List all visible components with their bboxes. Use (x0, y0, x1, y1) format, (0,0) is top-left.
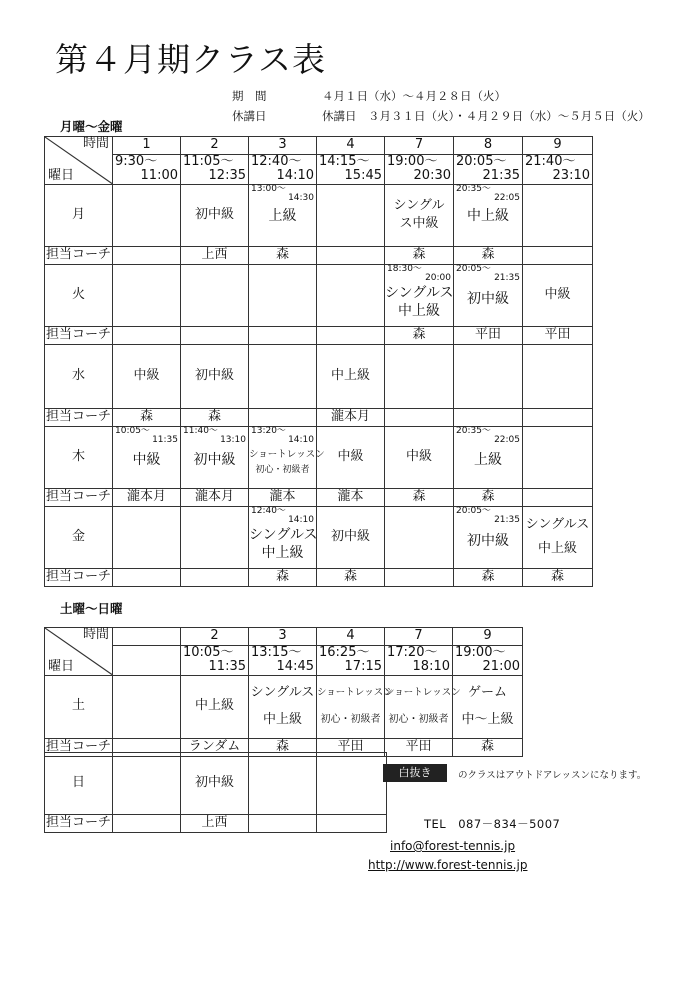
period-header: 1 (113, 137, 181, 155)
class-cell (181, 506, 249, 568)
weekend-schedule-table (44, 627, 523, 757)
class-cell: 20:35～ 22:05 上級 (454, 426, 523, 488)
header-time: 時間 (82, 627, 109, 642)
period-header: 2 (181, 628, 249, 646)
class-cell: 13:00～ 14:30 上級 (249, 184, 317, 246)
coach-cell (181, 326, 249, 344)
class-cell (523, 344, 593, 408)
time-range: 17:20～ 18:10 (385, 646, 453, 676)
coach-cell (181, 568, 249, 586)
class-cell (454, 344, 523, 408)
class-cell: 20:05～ 21:35 初中級 (454, 506, 523, 568)
coach-cell: 瀧本 (249, 488, 317, 506)
weekday-schedule-table (44, 136, 593, 587)
class-cell (523, 184, 593, 246)
class-cell (113, 753, 181, 815)
period-header: 9 (453, 628, 523, 646)
period-label: 期 間 (232, 89, 267, 103)
class-cell: 中上級 (181, 675, 249, 738)
class-cell (317, 264, 385, 326)
coach-cell: 森 (385, 246, 454, 264)
class-cell (181, 264, 249, 326)
time-range: 12:40～ 14:10 (249, 155, 317, 185)
header-day: 曜日 (48, 168, 75, 184)
time-range: 20:35～ 22:05 (456, 183, 520, 203)
period-header: 3 (249, 628, 317, 646)
coach-cell (385, 568, 454, 586)
time-range: 13:15～ 14:45 (249, 646, 317, 676)
class-cell (317, 184, 385, 246)
coach-label: 担当コーチ (45, 815, 113, 833)
class-cell: シングルス 中上級 (523, 506, 593, 568)
table-header-corner (45, 628, 113, 676)
class-cell: 初中級 (317, 506, 385, 568)
time-range: 18:30～ 20:00 (387, 263, 451, 283)
class-cell: 中級 (317, 426, 385, 488)
coach-cell (317, 815, 387, 833)
time-range: 20:05～ 21:35 (456, 263, 520, 283)
coach-cell: 森 (453, 738, 523, 756)
period-header (113, 628, 181, 646)
time-range: 10:05～ 11:35 (181, 646, 249, 676)
class-cell (317, 753, 387, 815)
time-range: 19:00～ 20:30 (385, 155, 454, 185)
header-time: 時間 (82, 136, 109, 151)
class-cell: シングル ス中級 (385, 184, 454, 246)
class-cell (385, 506, 454, 568)
class-cell: 11:40～ 13:10 初中級 (181, 426, 249, 488)
class-cell: 20:35～ 22:05 中上級 (454, 184, 523, 246)
time-range: 14:15～ 15:45 (317, 155, 385, 185)
class-cell: ゲーム 中～上級 (453, 675, 523, 738)
period-header: 2 (181, 137, 249, 155)
coach-cell (249, 815, 317, 833)
class-cell: 初中級 (181, 344, 249, 408)
time-range: 9:30～ 11:00 (113, 155, 181, 185)
time-range: 13:20～ 14:10 (251, 425, 314, 445)
class-cell: 13:20～ 14:10 ショートレッスン 初心・初級者 (249, 426, 317, 488)
coach-cell: 瀧本月 (181, 488, 249, 506)
phone-number: TEL 087－834－5007 (424, 817, 561, 831)
coach-cell (454, 408, 523, 426)
day-label-sunday: 日 (45, 753, 113, 815)
period-value: ４月１日（水）～４月２８日（火） (322, 89, 506, 103)
coach-label: 担当コーチ (45, 408, 113, 426)
legend-badge: 白抜き (383, 764, 447, 782)
email-link[interactable]: info@forest-tennis.jp (390, 839, 516, 853)
coach-cell: 平田 (385, 738, 453, 756)
coach-cell (523, 408, 593, 426)
coach-cell (113, 326, 181, 344)
class-cell: ショートレッスン 初心・初級者 (385, 675, 453, 738)
day-label-wednesday: 水 (45, 344, 113, 408)
page-title: 第４月期クラス表 (55, 40, 327, 79)
coach-cell: 瀧本 (317, 488, 385, 506)
coach-cell: 森 (113, 408, 181, 426)
website-link[interactable]: http://www.forest-tennis.jp (368, 858, 528, 872)
time-range: 20:35～ 22:05 (456, 425, 520, 445)
coach-label: 担当コーチ (45, 568, 113, 586)
period-header: 4 (317, 628, 385, 646)
class-cell: 中級 (523, 264, 593, 326)
coach-label: 担当コーチ (45, 488, 113, 506)
coach-cell: 森 (249, 568, 317, 586)
period-header: 4 (317, 137, 385, 155)
class-cell (249, 344, 317, 408)
coach-label: 担当コーチ (45, 738, 113, 756)
time-range: 20:05～ 21:35 (454, 155, 523, 185)
time-range: 12:40～ 14:10 (251, 505, 314, 525)
weekday-section-title: 月曜～金曜 (60, 119, 123, 134)
coach-cell: 森 (385, 326, 454, 344)
class-cell (113, 184, 181, 246)
coach-cell (523, 246, 593, 264)
time-range (113, 646, 181, 676)
coach-label: 担当コーチ (45, 326, 113, 344)
coach-cell (113, 246, 181, 264)
sunday-schedule-table (44, 752, 387, 833)
coach-cell (113, 568, 181, 586)
class-cell: 10:05～ 11:35 中級 (113, 426, 181, 488)
class-cell (113, 264, 181, 326)
legend-note: のクラスはアウトドアレッスンになります。 (458, 770, 647, 781)
period-header: 8 (454, 137, 523, 155)
class-cell (385, 344, 454, 408)
time-range: 21:40～ 23:10 (523, 155, 593, 185)
day-label-monday: 月 (45, 184, 113, 246)
coach-cell (317, 326, 385, 344)
coach-cell: 平田 (454, 326, 523, 344)
coach-cell (317, 246, 385, 264)
class-cell (523, 426, 593, 488)
coach-cell: ランダム (181, 738, 249, 756)
class-cell (113, 675, 181, 738)
day-label-saturday: 土 (45, 675, 113, 738)
coach-cell: 森 (249, 246, 317, 264)
class-cell: 18:30～ 20:00 シングルス 中上級 (385, 264, 454, 326)
time-range: 19:00～ 21:00 (453, 646, 523, 676)
class-cell: 12:40～ 14:10 シングルス 中上級 (249, 506, 317, 568)
coach-cell: 平田 (317, 738, 385, 756)
time-range: 13:00～ 14:30 (251, 183, 314, 203)
time-range: 11:05～ 12:35 (181, 155, 249, 185)
table-header-corner (45, 137, 113, 185)
period-header: 9 (523, 137, 593, 155)
coach-cell: 森 (317, 568, 385, 586)
coach-cell: 瀧本月 (317, 408, 385, 426)
coach-cell: 瀧本月 (113, 488, 181, 506)
coach-cell (385, 408, 454, 426)
period-header: 7 (385, 628, 453, 646)
coach-cell: 森 (454, 488, 523, 506)
coach-cell (249, 408, 317, 426)
weekend-section-title: 土曜～日曜 (60, 601, 123, 616)
coach-cell (523, 488, 593, 506)
time-range: 16:25～ 17:15 (317, 646, 385, 676)
class-cell: 中級 (385, 426, 454, 488)
coach-cell: 森 (249, 738, 317, 756)
coach-cell: 森 (181, 408, 249, 426)
class-cell (249, 264, 317, 326)
closure-label: 休講日 (232, 109, 267, 123)
closure-value: 休講日 ３月３１日（火）・４月２９日（水）～５月５日（火） (322, 109, 650, 123)
day-label-thursday: 木 (45, 426, 113, 488)
coach-cell: 上西 (181, 815, 249, 833)
class-cell: ショートレッスン 初心・初級者 (317, 675, 385, 738)
day-label-friday: 金 (45, 506, 113, 568)
time-range: 10:05～ 11:35 (115, 425, 178, 445)
class-cell: シングルス 中上級 (249, 675, 317, 738)
period-header: 7 (385, 137, 454, 155)
period-header: 3 (249, 137, 317, 155)
coach-cell: 森 (523, 568, 593, 586)
coach-cell: 森 (454, 568, 523, 586)
class-cell (113, 506, 181, 568)
coach-cell (113, 815, 181, 833)
class-cell: 20:05～ 21:35 初中級 (454, 264, 523, 326)
coach-label: 担当コーチ (45, 246, 113, 264)
class-cell: 初中級 (181, 184, 249, 246)
class-cell: 初中級 (181, 753, 249, 815)
coach-cell: 上西 (181, 246, 249, 264)
coach-cell (249, 326, 317, 344)
class-cell: 中上級 (317, 344, 385, 408)
day-label-tuesday: 火 (45, 264, 113, 326)
class-cell: 中級 (113, 344, 181, 408)
class-cell (249, 753, 317, 815)
coach-cell: 森 (454, 246, 523, 264)
coach-cell: 森 (385, 488, 454, 506)
coach-cell: 平田 (523, 326, 593, 344)
time-range: 20:05～ 21:35 (456, 505, 520, 525)
header-day: 曜日 (48, 659, 75, 675)
time-range: 11:40～ 13:10 (183, 425, 246, 445)
